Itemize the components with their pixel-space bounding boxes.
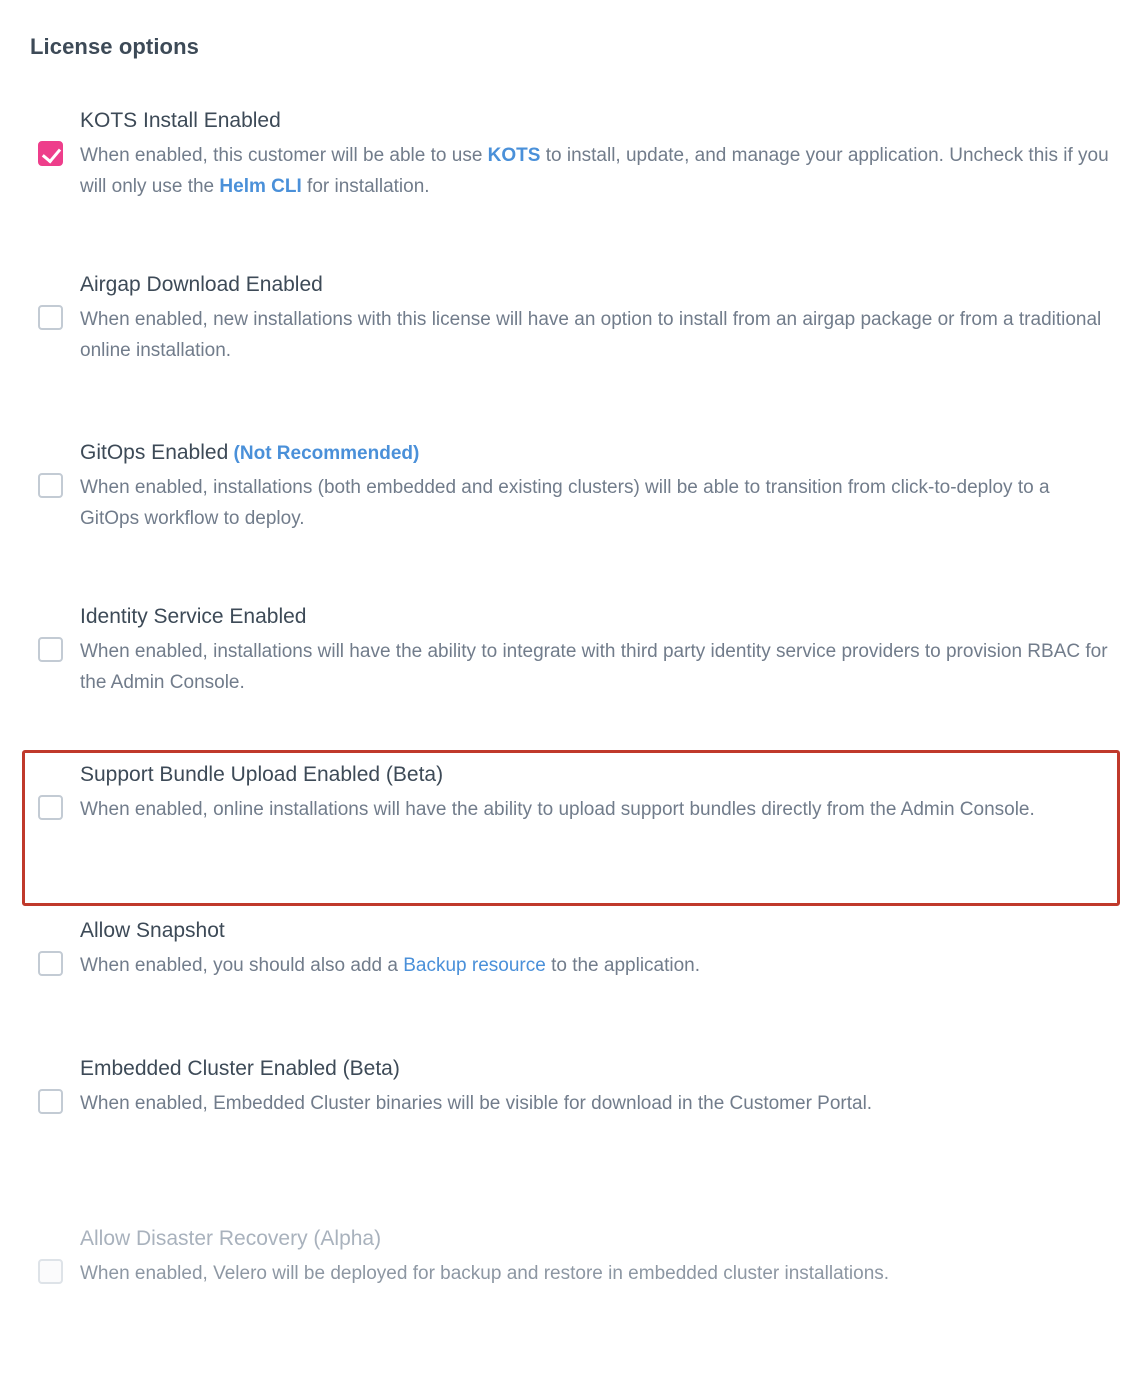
description-text: When enabled, Embedded Cluster binaries will be visible for download in the Customer Portal. xyxy=(80,1092,873,1114)
license-option-embedded-cluster-enabled-beta[interactable] xyxy=(0,1056,1142,1220)
license-option-allow-disaster-recovery-alpha[interactable] xyxy=(0,1226,1142,1346)
description-text: When enabled, installations will have the ability to integrate with third party identity service providers to provision RBAC for the Admin Console. xyxy=(80,640,1108,693)
checkbox-airgap-download-enabled[interactable] xyxy=(38,305,63,330)
option-title xyxy=(80,1226,1112,1253)
option-description xyxy=(80,305,1110,367)
checkbox-allow-disaster-recovery-alpha xyxy=(38,1259,63,1284)
description-link-backup-resource[interactable]: Backup resource xyxy=(403,954,546,976)
checkbox-identity-service-enabled[interactable] xyxy=(38,637,63,662)
description-text: When enabled, this customer will be able to use xyxy=(80,144,488,166)
page-title: License options xyxy=(30,34,199,59)
option-title xyxy=(80,1056,1112,1083)
checkbox-allow-snapshot[interactable] xyxy=(38,951,63,976)
license-option-identity-service-enabled[interactable] xyxy=(0,604,1142,752)
description-link-kots[interactable]: KOTS xyxy=(487,144,541,166)
option-title xyxy=(80,762,1112,789)
checkbox-kots-install-enabled[interactable] xyxy=(38,141,63,166)
license-option-kots-install-enabled[interactable] xyxy=(0,108,1142,264)
option-title xyxy=(80,604,1112,631)
option-description xyxy=(80,951,1110,982)
option-title-text: GitOps Enabled xyxy=(80,441,229,464)
option-title-text: Embedded Cluster Enabled (Beta) xyxy=(80,1057,400,1080)
option-description xyxy=(80,1089,1110,1120)
option-title-note: (Not Recommended) xyxy=(228,443,420,464)
option-description xyxy=(80,637,1110,699)
license-options-list xyxy=(0,108,1142,1346)
option-description xyxy=(80,473,1110,535)
description-text: When enabled, Velero will be deployed for backup and restore in embedded cluster installations. xyxy=(80,1262,890,1284)
option-title-text: KOTS Install Enabled xyxy=(80,109,281,132)
option-title xyxy=(80,272,1112,299)
description-text: When enabled, installations (both embedded and existing clusters) will be able to transition from click-to-deploy to a GitOps workflow to deploy. xyxy=(80,476,1050,529)
license-option-gitops-enabled[interactable] xyxy=(0,440,1142,600)
checkbox-gitops-enabled[interactable] xyxy=(38,473,63,498)
checkbox-support-bundle-upload-enabled-beta[interactable] xyxy=(38,795,63,820)
option-description xyxy=(80,795,1110,826)
description-text: When enabled, you should also add a xyxy=(80,954,404,976)
option-title-text: Support Bundle Upload Enabled (Beta) xyxy=(80,763,444,786)
description-text: to the application. xyxy=(545,954,701,976)
description-text: When enabled, new installations with this license will have an option to install from an airgap package or from a traditional online installation. xyxy=(80,308,1102,361)
license-option-airgap-download-enabled[interactable] xyxy=(0,272,1142,436)
description-link-helm-cli[interactable]: Helm CLI xyxy=(219,175,302,197)
option-title xyxy=(80,918,1112,945)
checkbox-embedded-cluster-enabled-beta[interactable] xyxy=(38,1089,63,1114)
option-title-text: Allow Snapshot xyxy=(80,919,225,942)
option-description xyxy=(80,141,1110,203)
option-title-text: Allow Disaster Recovery (Alpha) xyxy=(80,1227,382,1250)
description-text: When enabled, online installations will have the ability to upload support bundles directly from the Admin Console. xyxy=(80,798,1035,820)
description-text: to install, update, and manage your application. Uncheck this if you will only use the xyxy=(80,144,1109,197)
description-text: for installation. xyxy=(301,175,430,197)
license-option-allow-snapshot[interactable] xyxy=(0,918,1142,1050)
option-title xyxy=(80,440,1112,467)
option-title xyxy=(80,108,1112,135)
option-title-text: Airgap Download Enabled xyxy=(80,273,323,296)
option-title-text: Identity Service Enabled xyxy=(80,605,307,628)
license-option-support-bundle-upload-enabled-beta[interactable] xyxy=(0,762,1142,912)
option-description xyxy=(80,1259,1110,1290)
